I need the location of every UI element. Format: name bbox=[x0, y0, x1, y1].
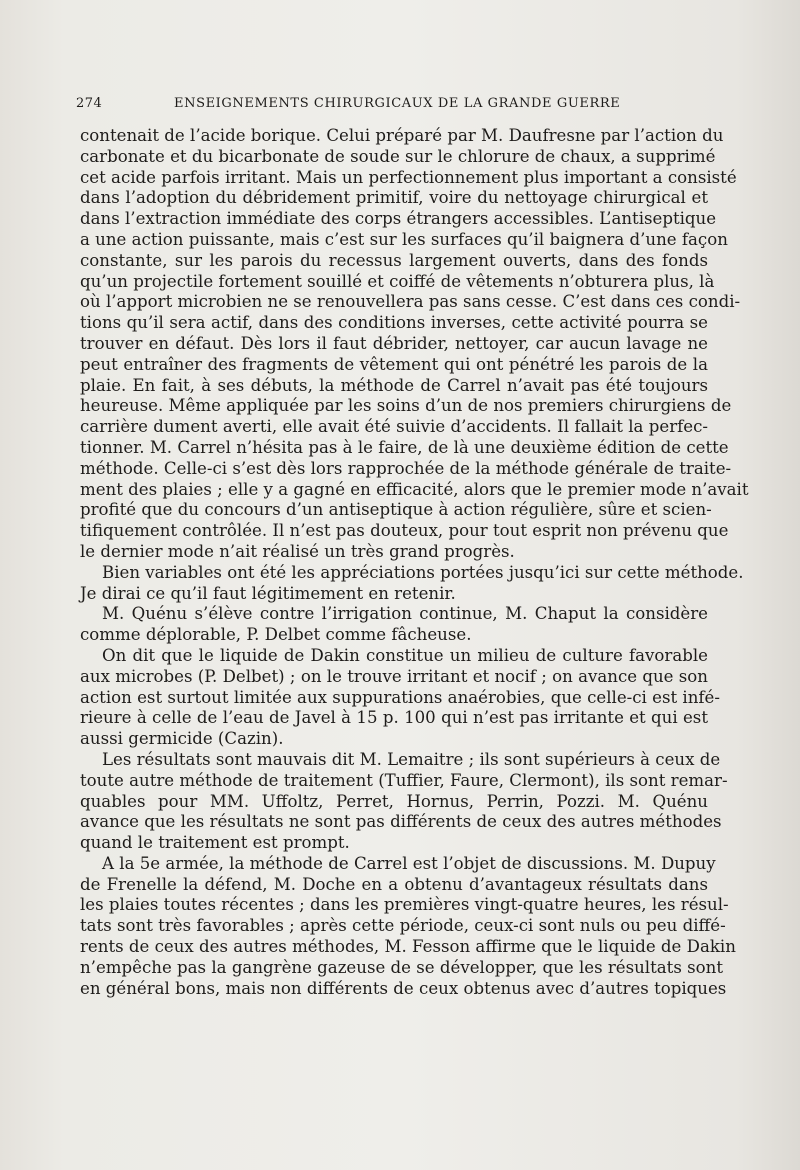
text-line: action est surtout limitée aux suppurations anaérobies, que celle-ci est infé- bbox=[80, 687, 720, 707]
text-line: peut entraîner des fragments de vêtement qui ont pénétré les parois de la bbox=[80, 354, 708, 374]
text-line: toute autre méthode de traitement (Tuffier, Faure, Clermont), ils sont remar- bbox=[80, 770, 728, 790]
text-line: carrière dument averti, elle avait été suivie d’accidents. Il fallait la perfec- bbox=[80, 417, 708, 437]
running-head: ENSEIGNEMENTS CHIRURGICAUX DE LA GRANDE GUERRE bbox=[174, 96, 621, 111]
text-line: comme déplorable, P. Delbet comme fâcheuse. bbox=[80, 625, 472, 645]
text-line: rents de ceux des autres méthodes, M. Fesson affirme que le liquide de Dakin bbox=[80, 937, 736, 957]
text-line: On dit que le liquide de Dakin constitue un milieu de culture favorable bbox=[102, 645, 708, 665]
text-line: A la 5e armée, la méthode de Carrel est l’objet de discussions. M. Dupuy bbox=[102, 853, 716, 873]
text-line: heureuse. Même appliquée par les soins d’un de nos premiers chirurgiens de bbox=[80, 396, 732, 416]
text-line: ment des plaies ; elle y a gagné en efficacité, alors que le premier mode n’avait bbox=[80, 479, 749, 499]
text-line: Les résultats sont mauvais dit M. Lemaitre ; ils sont supérieurs à ceux de bbox=[102, 749, 721, 769]
text-line: Bien variables ont été les appréciations portées jusqu’ici sur cette méthode. bbox=[102, 562, 744, 582]
text-line: a une action puissante, mais c’est sur les surfaces qu’il baignera d’une façon bbox=[80, 229, 728, 249]
text-line: cet acide parfois irritant. Mais un perfectionnement plus important a consisté bbox=[80, 167, 737, 187]
text-line: constante, sur les parois du recessus largement ouverts, dans des fonds bbox=[80, 250, 708, 270]
text-line: tionner. M. Carrel n’hésita pas à le faire, de là une deuxième édition de cette bbox=[80, 437, 729, 457]
text-line: quables pour MM. Uffoltz, Perret, Hornus, Perrin, Pozzi. M. Quénu bbox=[80, 791, 708, 811]
text-line: de Frenelle la défend, M. Doche en a obtenu d’avantageux résultats dans bbox=[80, 874, 708, 894]
page-header bbox=[76, 96, 708, 118]
body-text bbox=[80, 126, 749, 999]
text-line: dans l’adoption du débridement primitif, voire du nettoyage chirurgical et bbox=[80, 188, 708, 208]
text-line: aussi germicide (Cazin). bbox=[80, 729, 284, 749]
text-line: carbonate et du bicarbonate de soude sur le chlorure de chaux, a supprimé bbox=[80, 146, 716, 166]
text-line: où l’apport microbien ne se renouvellera pas sans cesse. C’est dans ces condi- bbox=[80, 292, 741, 312]
text-line: en général bons, mais non différents de ceux obtenus avec d’autres topiques bbox=[80, 978, 727, 998]
text-line: les plaies toutes récentes ; dans les premières vingt-quatre heures, les résul- bbox=[80, 895, 729, 915]
text-line: avance que les résultats ne sont pas différents de ceux des autres méthodes bbox=[80, 812, 722, 832]
text-line: M. Quénu s’élève contre l’irrigation continue, M. Chaput la considère bbox=[102, 604, 708, 624]
text-line: méthode. Celle-ci s’est dès lors rapprochée de la méthode générale de traite- bbox=[80, 458, 732, 478]
page-number: 274 bbox=[76, 96, 103, 111]
text-line: qu’un projectile fortement souillé et coiffé de vêtements n’obturera plus, là bbox=[80, 271, 715, 291]
text-line: dans l’extraction immédiate des corps étrangers accessibles. L’antiseptique bbox=[80, 209, 717, 229]
text-line: aux microbes (P. Delbet) ; on le trouve irritant et nocif ; on avance que son bbox=[80, 666, 708, 686]
text-line: tifiquement contrôlée. Il n’est pas douteux, pour tout esprit non prévenu que bbox=[80, 521, 729, 541]
text-line: tions qu’il sera actif, dans des conditions inverses, cette activité pourra se bbox=[80, 313, 708, 333]
text-line: profité que du concours d’un antiseptique à action régulière, sûre et scien- bbox=[80, 500, 712, 520]
text-line: Je dirai ce qu’il faut légitimement en retenir. bbox=[80, 583, 456, 603]
text-line: quand le traitement est prompt. bbox=[80, 833, 350, 853]
text-line: tats sont très favorables ; après cette période, ceux-ci sont nuls ou peu diffé- bbox=[80, 916, 726, 936]
text-line: plaie. En fait, à ses débuts, la méthode de Carrel n’avait pas été toujours bbox=[80, 375, 708, 395]
text-line: n’empêche pas la gangrène gazeuse de se développer, que les résultats sont bbox=[80, 957, 723, 977]
text-line: contenait de l’acide borique. Celui préparé par M. Daufresne par l’action du bbox=[80, 126, 724, 145]
text-line: le dernier mode n’ait réalisé un très grand progrès. bbox=[80, 541, 515, 561]
text-line: trouver en défaut. Dès lors il faut débrider, nettoyer, car aucun lavage ne bbox=[80, 333, 708, 353]
text-line: rieure à celle de l’eau de Javel à 15 p. 100 qui n’est pas irritante et qui est bbox=[80, 708, 708, 728]
